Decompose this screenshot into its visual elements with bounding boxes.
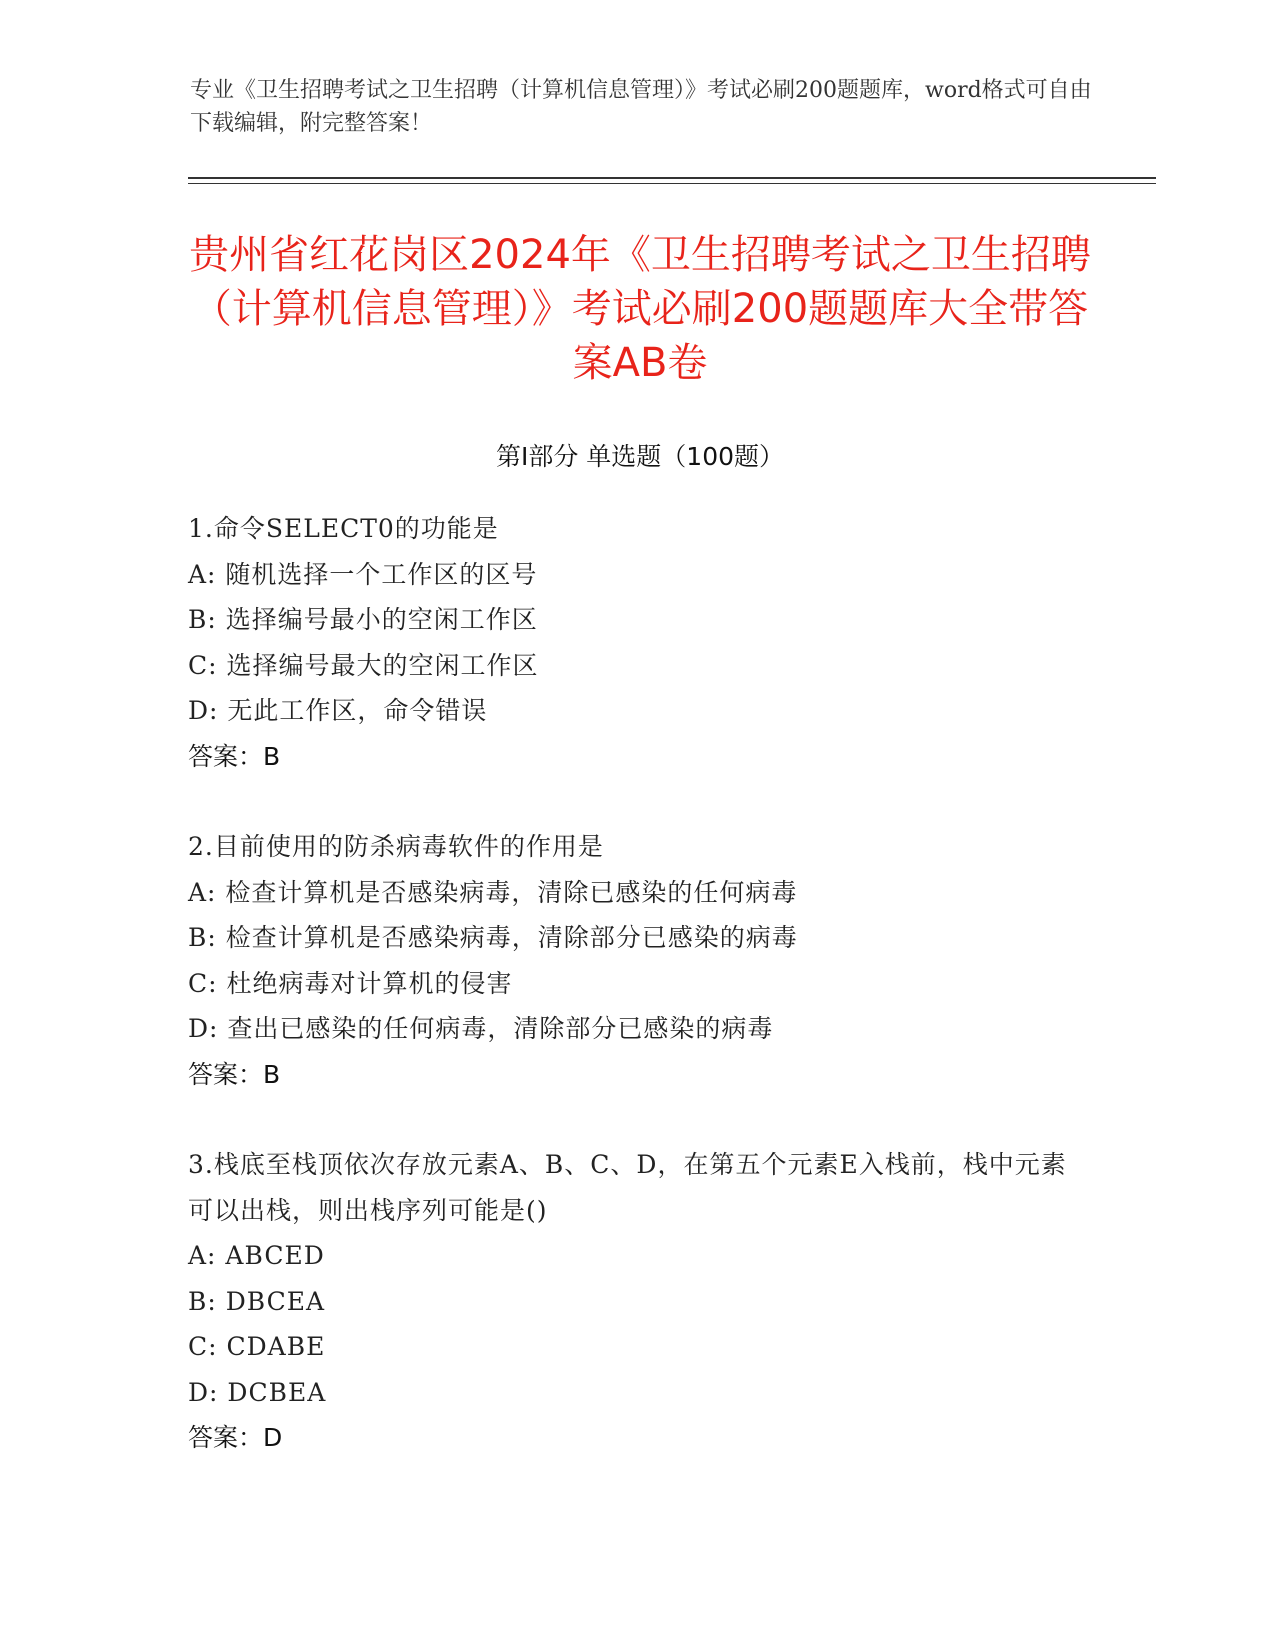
question-stem: 3.栈底至栈顶依次存放元素A、B、C、D，在第五个元素E入栈前，栈中元素可以出栈，则出栈序列可能是() (188, 1150, 1067, 1225)
document-title: 贵州省红花岗区2024年《卫生招聘考试之卫生招聘（计算机信息管理）》考试必刷200题题库大全带答案AB卷 (189, 232, 1091, 386)
option-b: B: 选择编号最小的空闲工作区 (188, 605, 538, 634)
option-d: D: 无此工作区，命令错误 (188, 696, 488, 725)
question-stem: 1.命令SELECT0的功能是 (188, 514, 499, 543)
answer: 答案：B (188, 741, 281, 771)
option-d: D: DCBEA (188, 1377, 327, 1407)
option-b: B: DBCEA (188, 1286, 326, 1316)
option-a: A: ABCED (188, 1241, 325, 1270)
option-c: C: CDABE (188, 1332, 326, 1361)
header-rule-thin (188, 183, 1156, 184)
answer: 答案：B (188, 1059, 281, 1089)
option-a: A: 随机选择一个工作区的区号 (188, 559, 538, 589)
question-2 (188, 824, 1088, 1097)
section-heading: 第Ⅰ部分 单选题（100题） (495, 442, 785, 471)
option-a: A: 检查计算机是否感染病毒，清除已感染的任何病毒 (188, 877, 798, 907)
option-c: C: 选择编号最大的空闲工作区 (188, 650, 539, 680)
header-note: 专业《卫生招聘考试之卫生招聘（计算机信息管理）》考试必刷200题题库，word格式可自由下载编辑，附完整答案！ (190, 78, 1092, 136)
option-d: D: 查出已感染的任何病毒，清除部分已感染的病毒 (188, 1014, 774, 1043)
question-stem: 2.目前使用的防杀病毒软件的作用是 (188, 832, 604, 861)
question-1 (188, 506, 1088, 779)
option-b: B: 检查计算机是否感染病毒，清除部分已感染的病毒 (188, 923, 798, 952)
header-rule-thick (188, 177, 1156, 179)
answer: 答案：D (188, 1423, 283, 1452)
question-3 (188, 1142, 1068, 1461)
option-c: C: 杜绝病毒对计算机的侵害 (188, 968, 513, 998)
